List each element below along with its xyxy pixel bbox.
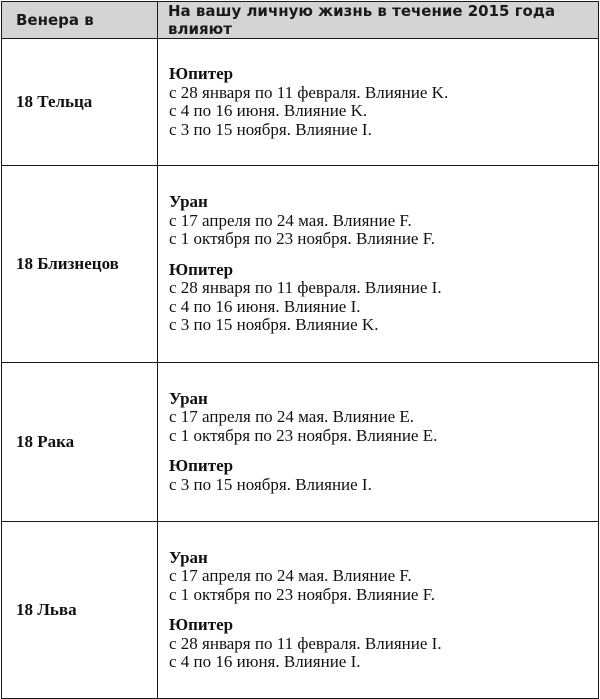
influence-cell [158, 522, 599, 699]
planet-name: Юпитер [169, 615, 234, 634]
period-line: с 17 апреля по 24 мая. Влияние F. [169, 210, 412, 230]
period-line: с 28 января по 11 февраля. Влияние I. [169, 278, 442, 298]
planet-group [169, 390, 598, 446]
period-line: с 3 по 15 ноября. Влияние I. [169, 474, 372, 494]
period-line: с 17 апреля по 24 мая. Влияние F. [169, 566, 412, 585]
period-line: с 28 января по 11 февраля. Влияние K. [169, 82, 449, 102]
header-venus-in: Венера в [2, 2, 158, 39]
period-line: с 1 октября по 23 ноября. Влияние F. [169, 229, 436, 249]
table-row [2, 363, 599, 522]
table-row [2, 39, 599, 166]
planet-group [169, 261, 598, 335]
planet-group [169, 193, 598, 249]
period-line: с 4 по 16 июня. Влияние I. [169, 296, 361, 316]
venus-influence-table [1, 1, 599, 699]
period-line: с 1 октября по 23 ноября. Влияние E. [169, 425, 438, 445]
planet-group [169, 457, 598, 494]
sign-cell: 18 Льва [2, 522, 158, 699]
sign-cell: 18 Рака [2, 363, 158, 522]
planet-name: Юпитер [169, 259, 234, 279]
planet-name: Юпитер [169, 456, 234, 476]
period-line: с 4 по 16 июня. Влияние I. [169, 652, 361, 671]
planet-name: Уран [169, 388, 208, 408]
planet-group [169, 616, 598, 672]
planet-group [169, 549, 598, 605]
table-header-row [2, 2, 599, 39]
planet-name: Юпитер [169, 64, 234, 83]
planet-name: Уран [169, 192, 208, 212]
planet-group [169, 65, 598, 139]
period-line: с 4 по 16 июня. Влияние K. [169, 101, 368, 120]
period-line: с 3 по 15 ноября. Влияние K. [169, 315, 379, 335]
sign-cell: 18 Тельца [2, 39, 158, 166]
influence-cell [158, 39, 599, 166]
period-line: с 3 по 15 ноября. Влияние I. [169, 119, 372, 139]
influence-cell [158, 363, 599, 522]
sign-cell: 18 Близнецов [2, 166, 158, 363]
period-line: с 1 октября по 23 ноября. Влияние F. [169, 584, 436, 604]
period-line: с 28 января по 11 февраля. Влияние I. [169, 633, 442, 653]
table-row [2, 166, 599, 363]
influence-cell [158, 166, 599, 363]
header-influences: На вашу личную жизнь в течение 2015 года влияют [158, 2, 599, 39]
table-row [2, 522, 599, 699]
period-line: с 17 апреля по 24 мая. Влияние E. [169, 407, 415, 427]
planet-name: Уран [169, 547, 208, 567]
